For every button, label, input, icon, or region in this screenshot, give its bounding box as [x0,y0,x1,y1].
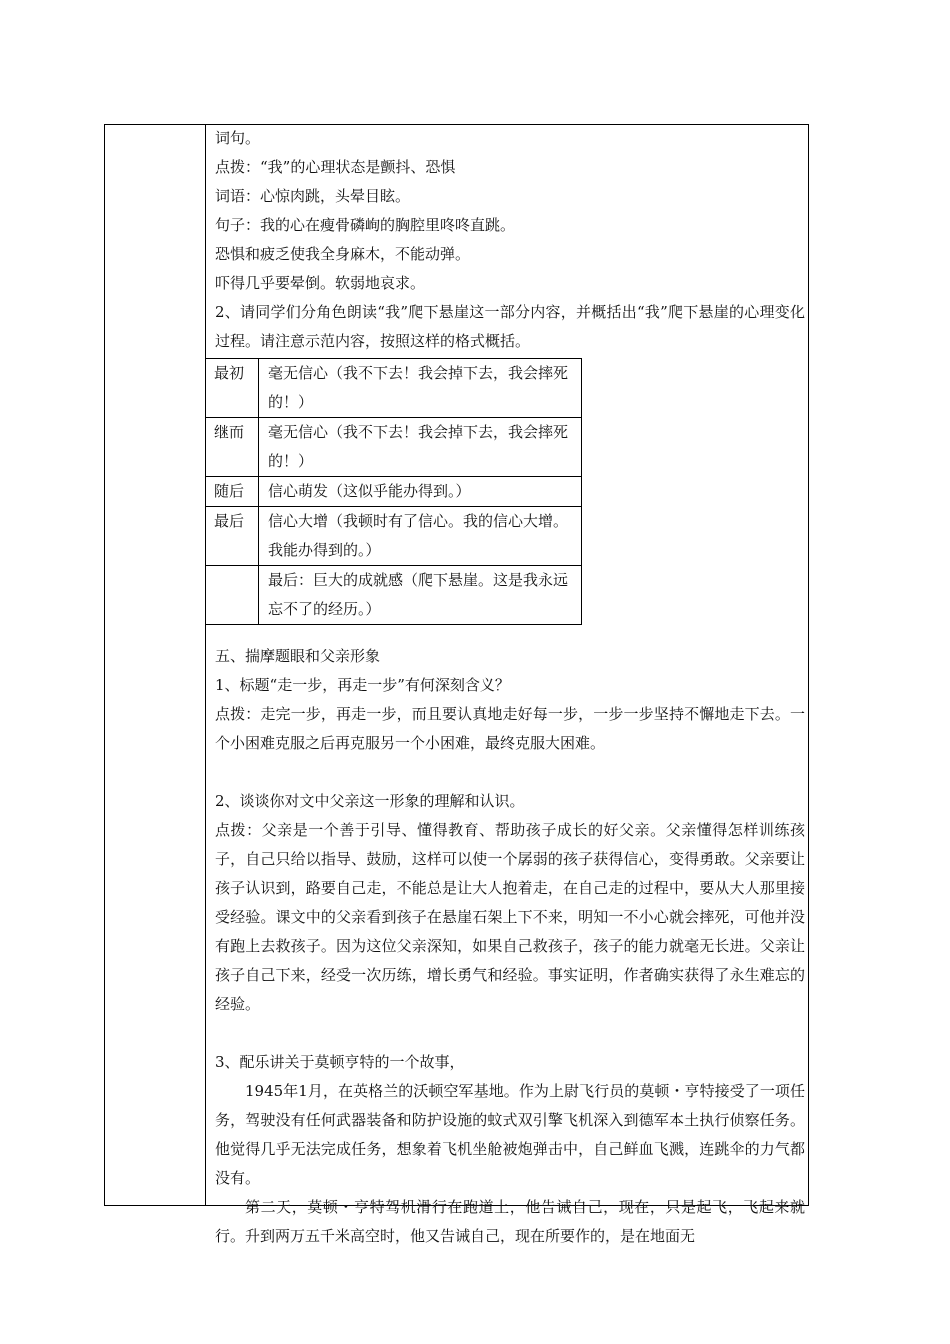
text-line: 词语：心惊肉跳，头晕目眩。 [215,187,411,205]
stage-text: 信心萌发（这似乎能办得到。） [259,477,582,507]
table-row [206,359,582,418]
text-line: 词句。 [215,129,261,147]
table-row [206,418,582,477]
stage-text: 毫无信心（我不下去！我会掉下去，我会摔死的！） [259,359,582,418]
spacer [215,625,805,642]
section5-question-2: 2、谈谈你对文中父亲这一形象的理解和认识。 [215,792,525,810]
story-paragraph: 1945年1月，在英格兰的沃顿空军基地。作为上尉飞行员的莫顿・亨特接受了一项任务，驾驶没有任何武器装备和防护设施的蚊式双引擎飞机深入到德军本土执行侦察任务。他觉得几乎无法完成任务，想象着飞机坐舱被炮弹击中，自己鲜血飞溅，连跳伞的力气都没有。 [215,1082,805,1187]
spacer [215,758,805,787]
text-line: 恐惧和疲乏使我全身麻木，不能动弹。 [215,245,471,263]
section5-answer-1: 点拨：走完一步，再走一步，而且要认真地走好每一步，一步一步坚持不懈地走下去。一个小困难克服之后再克服另一个小困难，最终克服大困难。 [215,705,805,752]
stage-label: 继而 [206,418,259,477]
stage-label: 随后 [206,477,259,507]
section5-answer-2: 点拨：父亲是一个善于引导、懂得教育、帮助孩子成长的好父亲。父亲懂得怎样训练孩子，自己只给以指导、鼓励，这样可以使一个孱弱的孩子获得信心，变得勇敢。父亲要让孩子认识到，路要自己走，不能总是让大人抱着走，在自己走的过程中，要从大人那里接受经验。课文中的父亲看到孩子在悬崖石架上下不来，明知一不小心就会摔死，可他并没有跑上去救孩子。因为这位父亲深知，如果自己救孩子，孩子的能力就毫无长进。父亲让孩子自己下来，经受一次历练，增长勇气和经验。事实证明，作者确实获得了永生难忘的经验。 [215,821,805,1013]
section5-question-3: 3、配乐讲关于莫顿亨特的一个故事， [215,1053,465,1071]
question-2: 2、请同学们分角色朗读“我”爬下悬崖这一部分内容，并概括出“我”爬下悬崖的心理变化过程。请注意示范内容，按照这样的格式概括。 [215,303,805,350]
stage-text: 信心大增（我顿时有了信心。我的信心大增。我能办得到的。） [259,507,582,566]
mood-stage-table [205,358,582,625]
spacer [215,1019,805,1048]
stage-label [206,566,259,625]
text-line: 吓得几乎要晕倒。软弱地哀求。 [215,274,426,292]
table-row [206,566,582,625]
stage-label: 最初 [206,359,259,418]
text-line: 点拨：“我”的心理状态是颤抖、恐惧 [215,158,456,176]
story-paragraph: 第二天，莫顿・亨特驾机滑行在跑道上，他告诫自己，现在，只是起飞，飞起来就行。升到两万五千米高空时，他又告诫自己，现在所要作的，是在地面无 [215,1198,805,1245]
stage-text: 最后：巨大的成就感（爬下悬崖。这是我永远忘不了的经历。） [259,566,582,625]
stage-label: 最后 [206,507,259,566]
table-row [206,507,582,566]
column-divider [205,124,206,1206]
text-line: 句子：我的心在瘦骨磷峋的胸腔里咚咚直跳。 [215,216,516,234]
stage-text: 毫无信心（我不下去！我会掉下去，我会摔死的！） [259,418,582,477]
table-row [206,477,582,507]
section5-question-1: 1、标题“走一步，再走一步”有何深刻含义？ [215,676,510,694]
section-title: 五、揣摩题眼和父亲形象 [215,647,381,665]
lesson-content [215,124,805,1251]
